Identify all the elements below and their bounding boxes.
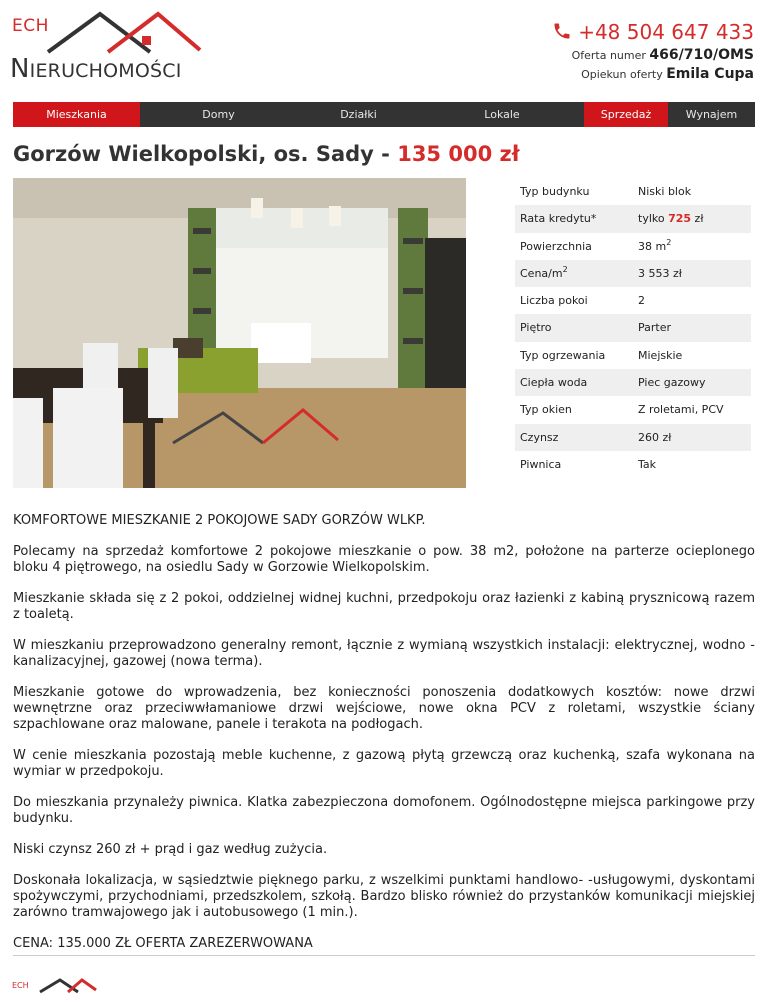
nav-item-sprzedaz[interactable]: Sprzedaż bbox=[584, 102, 668, 127]
page-header bbox=[0, 0, 768, 100]
nav-item-dzialki[interactable]: Działki bbox=[340, 108, 377, 121]
param-row: Liczba pokoi 2 bbox=[520, 294, 645, 308]
phone-icon bbox=[552, 21, 572, 41]
description-paragraph: W mieszkaniu przeprowadzono generalny remont, łącznie z wymianą wszystkich instalacji: elektrycznej, wodno - kanalizacyjnej, gazowej (nowa terma). bbox=[13, 638, 755, 669]
description-paragraph: Polecamy na sprzedaż komfortowe 2 pokojowe mieszkanie o pow. 38 m2, położone na parterze ocieplonego bloku 4 piętrowego, na osiedlu Sady w Gorzowie Wielkopolskim. bbox=[13, 544, 755, 575]
description-paragraph: Do mieszkania przynależy piwnica. Klatka zabezpieczona domofonem. Ogólnodostępne miejsca parkingowe przy budynku. bbox=[13, 795, 755, 826]
param-row: Rata kredytu* tylko 725 zł bbox=[515, 205, 751, 232]
param-row: Powierzchnia 38 $m^2$ bbox=[520, 237, 672, 253]
offer-number: Oferta numer 466/710/OMS bbox=[571, 47, 754, 63]
param-row: Typ okien Z roletami, PCV bbox=[520, 403, 724, 417]
description-paragraph: Niski czynsz 260 zł + prąd i gaz według zużycia. bbox=[13, 842, 328, 857]
nav-item-wynajem[interactable]: Wynajem bbox=[685, 108, 738, 121]
description-paragraph: Doskonała lokalizacja, w sąsiedztwie pięknego parku, z wszelkimi punktami handlowo- -usługowymi, dyskontami spożywczymi, przychodniami, przedszkolem, szkołą. Bardzo blisko również do przystanków komunikacji miejskiej zarówno tramwajowego jak i autobusowego (1 min.). bbox=[13, 873, 755, 920]
nav-item-domy[interactable]: Domy bbox=[202, 108, 235, 121]
nav-item-mieszkania[interactable]: Mieszkania bbox=[13, 102, 140, 127]
description-paragraph: W cenie mieszkania pozostają meble kuchenne, z gazową płytą grzewczą oraz kuchenką, szafa wykonana na wymiar w przedpokoju. bbox=[13, 748, 755, 779]
main-nav bbox=[13, 102, 755, 127]
offer-agent: Opiekun oferty Emila Cupa bbox=[581, 66, 754, 82]
listing-description bbox=[13, 513, 755, 967]
param-row: Cena/$m^2$ 3 553 zł bbox=[515, 260, 751, 287]
param-row: Ciepła woda Piec gazowy bbox=[515, 369, 751, 396]
param-row: Piwnica Tak bbox=[520, 457, 657, 471]
contact-box bbox=[552, 18, 754, 84]
house-roof-icon bbox=[10, 968, 100, 994]
brand-ech: ECH bbox=[12, 16, 49, 36]
description-price-note: CENA: 135.000 ZŁ OFERTA ZAREZERWOWANA bbox=[13, 936, 313, 951]
description-paragraph: Mieszkanie składa się z 2 pokoi, oddzielnej widnej kuchni, przedpokoju oraz łazienki z kabiną prysznicową razem z toaletą. bbox=[13, 591, 755, 622]
footer-logo[interactable] bbox=[10, 968, 100, 994]
listing-price: 135 000 zł bbox=[397, 142, 520, 166]
room-photo bbox=[13, 178, 466, 488]
param-row: Piętro Parter bbox=[515, 314, 751, 341]
footer-divider bbox=[13, 955, 755, 956]
description-paragraph: Mieszkanie gotowe do wprowadzenia, bez konieczności ponoszenia dodatkowych kosztów: nowe drzwi wewnętrzne oraz przeciwwłamaniowe drzwi wejściowe, nowe okna PCV z roletami, wszystkie ściany szpachlowane oraz malowane, panele i terakota na podłogach. bbox=[13, 685, 755, 732]
phone-link[interactable]: +48 504 647 433 bbox=[552, 18, 754, 46]
nav-item-lokale[interactable]: Lokale bbox=[484, 108, 520, 121]
param-row: Czynsz 260 zł bbox=[515, 424, 751, 451]
brand-name: NIERUCHOMOŚCI bbox=[10, 54, 182, 84]
param-row: Typ budynku Niski blok bbox=[520, 185, 692, 198]
description-heading: KOMFORTOWE MIESZKANIE 2 POKOJOWE SADY GORZÓW WLKP. bbox=[13, 513, 426, 528]
property-params bbox=[515, 178, 751, 478]
svg-text:ECH: ECH bbox=[12, 981, 29, 990]
page-title: Gorzów Wielkopolski, os. Sady - 135 000 zł bbox=[13, 142, 520, 166]
listing-photo[interactable] bbox=[13, 178, 466, 488]
brand-logo[interactable] bbox=[10, 10, 210, 82]
param-row: Typ ogrzewania Miejskie bbox=[520, 348, 683, 362]
